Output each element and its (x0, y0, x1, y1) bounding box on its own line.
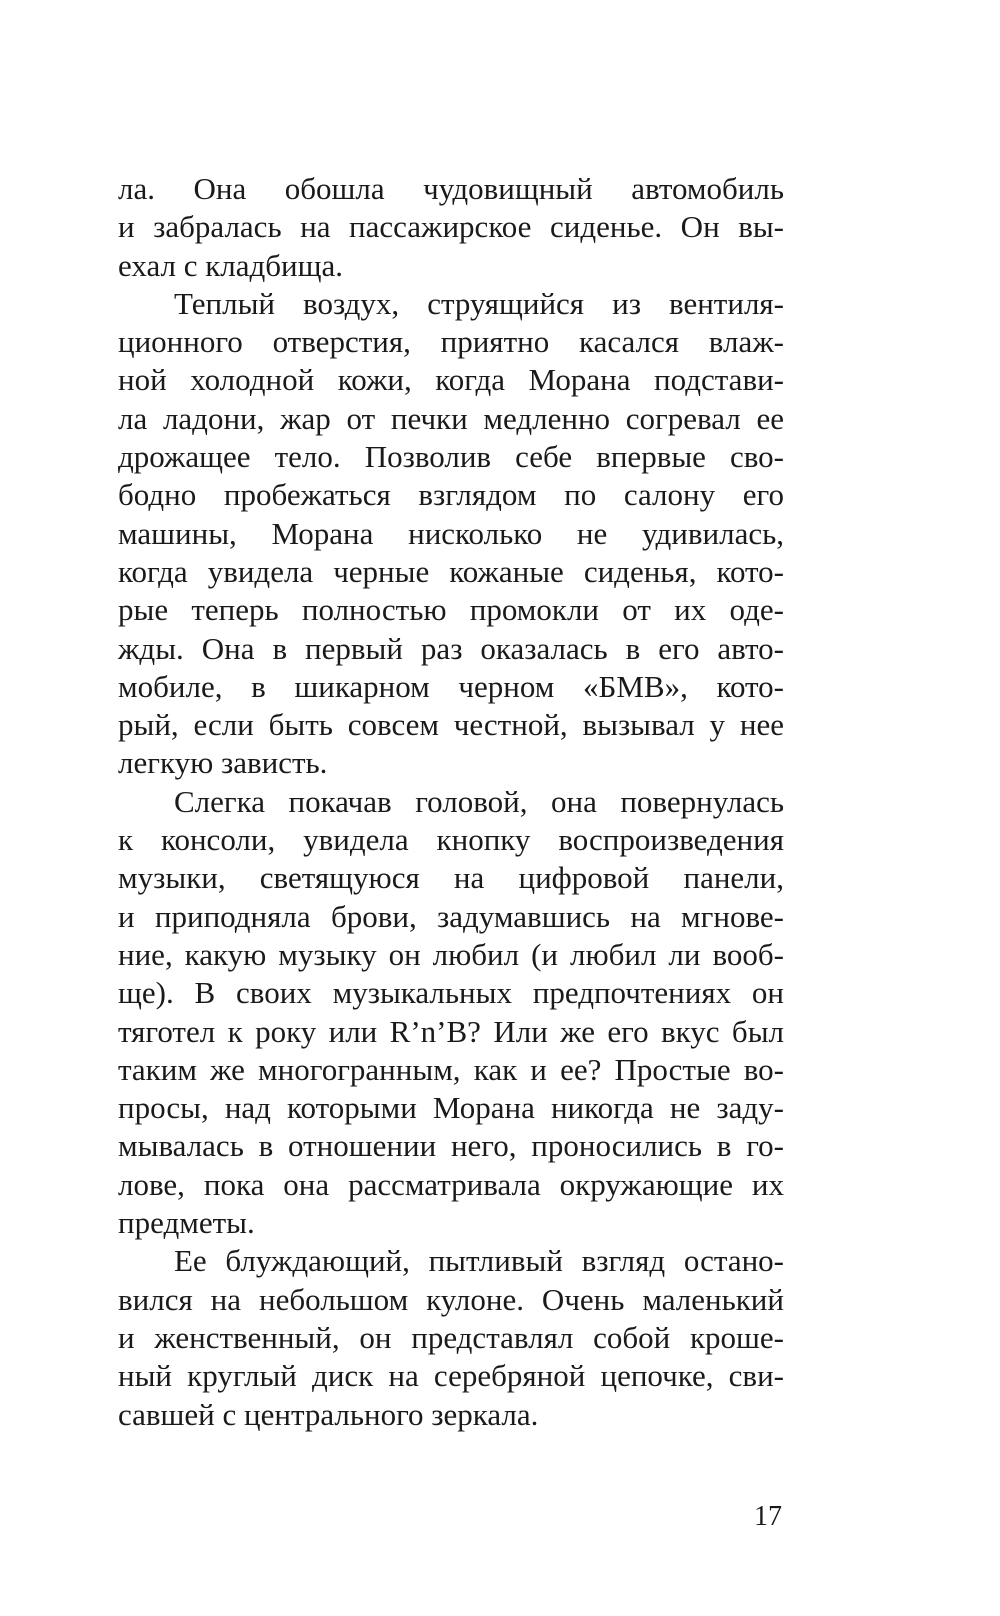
text-line: ной холодной кожи, когда Морана подстави- (118, 362, 784, 398)
text-line: Слегка покачав головой, она повернулась (174, 783, 784, 819)
text-line: мывалась в отношении него, проносились в го- (118, 1128, 784, 1164)
text-line: ехал с кладбища. (118, 247, 344, 283)
text-line: ще). В своих музыкальных предпочтениях он (118, 975, 784, 1011)
text-line: лове, пока она рассматривала окружающие их (118, 1166, 784, 1202)
page-number: 17 (754, 1501, 782, 1532)
text-line: когда увидела черные кожаные сиденья, кото- (118, 553, 784, 589)
text-line: таким же многогранным, как и ее? Простые во- (118, 1051, 784, 1087)
text-line: Теплый воздух, струящийся из вентиля- (174, 285, 784, 321)
text-line: вился на небольшом кулоне. Очень маленький (118, 1281, 784, 1317)
text-line: и женственный, он представлял собой кроше- (118, 1319, 784, 1355)
text-line: жды. Она в первый раз оказалась в его авто- (118, 630, 784, 666)
text-line: машины, Морана нисколько не удивилась, (118, 515, 784, 551)
text-line: ние, какую музыку он любил (и любил ли вооб- (118, 936, 784, 972)
text-line: ла. Она обошла чудовищный автомобиль (118, 171, 784, 206)
text-line: предметы. (118, 1205, 255, 1241)
text-line: рые теперь полностью промокли от их оде- (118, 592, 784, 628)
text-line: Ее блуждающий, пытливый взгляд остано- (174, 1243, 784, 1279)
text-line: музыки, светящуюся на цифровой панели, (118, 860, 784, 896)
text-line: тяготел к року или R’n’B? Или же его вкус был (118, 1013, 784, 1049)
text-line: к консоли, увидела кнопку воспроизведения (118, 822, 784, 858)
text-line: рый, если быть совсем честной, вызывал у нее (118, 707, 784, 743)
text-line: ный круглый диск на серебряной цепочке, сви- (118, 1358, 784, 1394)
body-text (118, 170, 784, 1434)
text-line: дрожащее тело. Позволив себе впервые сво- (118, 439, 784, 475)
text-line: ла ладони, жар от печки медленно согревал ее (118, 400, 784, 436)
text-line: легкую зависть. (118, 745, 328, 781)
text-line: мобиле, в шикарном черном «БМВ», кото- (118, 668, 784, 704)
text-line: бодно пробежаться взглядом по салону его (118, 477, 784, 513)
text-line: ционного отверстия, приятно касался влаж- (118, 324, 784, 360)
text-line: савшей с центрального зеркала. (118, 1396, 539, 1432)
text-line: и приподняла брови, задумавшись на мгнове- (118, 898, 784, 934)
text-line: и забралась на пассажирское сиденье. Он вы- (118, 209, 784, 245)
text-line: просы, над которыми Морана никогда не заду- (118, 1090, 784, 1126)
